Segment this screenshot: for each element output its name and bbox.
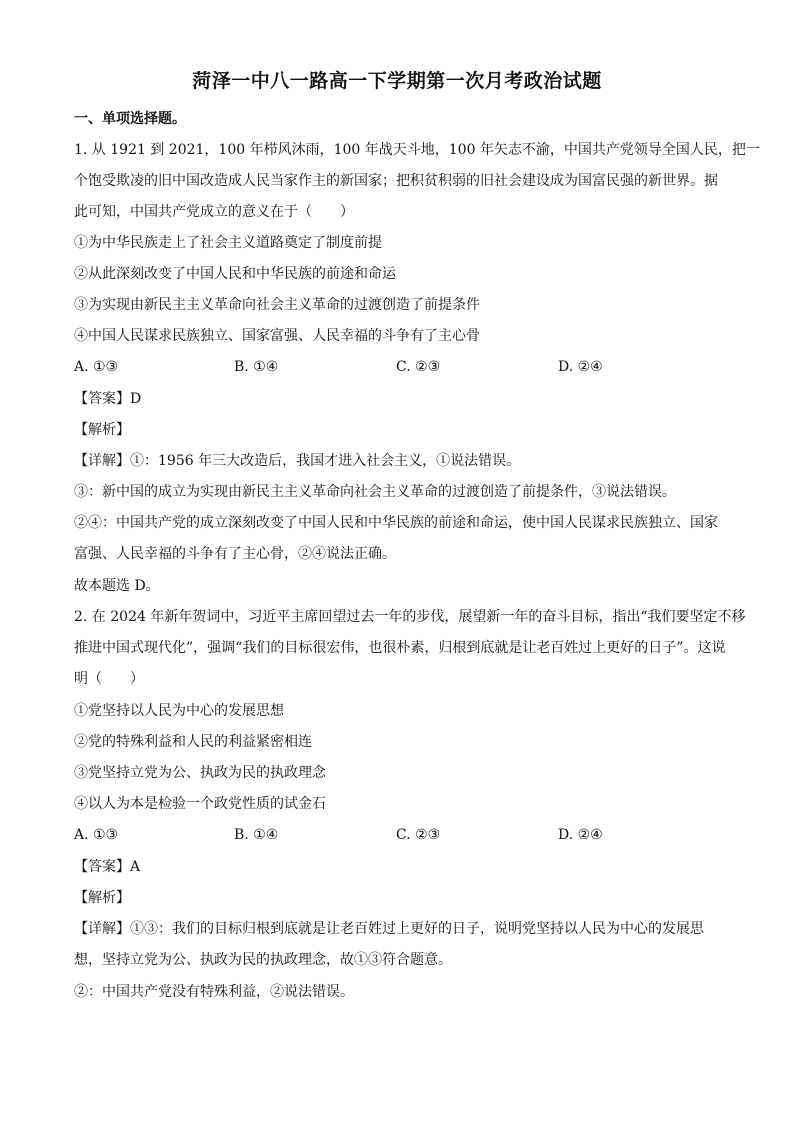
- q1-detail-line: ③：新中国的成立为实现由新民主主义革命向社会主义革命的过渡创造了前提条件，③说法错误。: [74, 484, 676, 500]
- page-title: 菏泽一中八一路高一下学期第一次月考政治试题: [192, 70, 602, 92]
- q1-conclusion: 故本题选 D。: [74, 578, 160, 594]
- q1-answer: 【答案】D: [74, 391, 142, 407]
- q1-stem-line: 个饱受欺凌的旧中国改造成人民当家作主的新国家；把积贫积弱的旧社会建设成为国富民强的新世界。据: [74, 173, 718, 189]
- q2-stem-line: 推进中国式现代化”，强调“我们的目标很宏伟，也很朴素，归根到底就是让老百姓过上更好的日子”。这说: [74, 640, 726, 656]
- q2-statement: ③党坚持立党为公、执政为民的执政理念: [74, 765, 326, 781]
- q1-option-a: A. ①③: [74, 359, 119, 375]
- q2-option-a: A. ①③: [74, 827, 119, 843]
- q2-statement: ④以人为本是检验一个政党性质的试金石: [74, 796, 326, 812]
- q1-detail-line: ②④：中国共产党的成立深刻改变了中国人民和中华民族的前途和命运，使中国人民谋求民族独立、国家: [74, 515, 718, 531]
- section-heading: 一、单项选择题。: [74, 111, 186, 127]
- q1-statement: ②从此深刻改变了中国人民和中华民族的前途和命运: [74, 266, 396, 282]
- q2-option-d: D. ②④: [558, 827, 603, 843]
- q1-detail-line: 富强、人民幸福的斗争有了主心骨，②④说法正确。: [74, 546, 396, 562]
- q1-stem-line: 1. 从 1921 到 2021，100 年栉风沐雨，100 年战天斗地，100 年矢志不渝，中国共产党领导全国人民，把一: [74, 142, 760, 158]
- q1-option-d: D. ②④: [558, 359, 603, 375]
- q2-answer: 【答案】A: [74, 859, 141, 875]
- q2-detail-line: 想，坚持立党为公、执政为民的执政理念，故①③符合题意。: [74, 952, 452, 968]
- q2-analysis-label: 【解析】: [74, 890, 130, 906]
- q1-statement: ③为实现由新民主主义革命向社会主义革命的过渡创造了前提条件: [74, 297, 480, 313]
- q2-statement: ①党坚持以人民为中心的发展思想: [74, 703, 284, 719]
- q1-statement: ④中国人民谋求民族独立、国家富强、人民幸福的斗争有了主心骨: [74, 328, 480, 344]
- q1-stem-line: 此可知，中国共产党成立的意义在于（ ）: [74, 204, 354, 220]
- q2-detail-line: 【详解】①③：我们的目标归根到底就是让老百姓过上更好的日子，说明党坚持以人民为中心的发展思: [74, 921, 704, 937]
- q1-statement: ①为中华民族走上了社会主义道路奠定了制度前提: [74, 235, 382, 251]
- q2-option-b: B. ①④: [234, 827, 279, 843]
- q2-stem-line: 明（ ）: [74, 671, 144, 687]
- q2-stem-line: 2. 在 2024 年新年贺词中，习近平主席回望过去一年的步伐，展望新一年的奋斗目标，指出“我们要坚定不移: [74, 609, 746, 625]
- q1-analysis-label: 【解析】: [74, 422, 130, 438]
- q2-option-c: C. ②③: [396, 827, 441, 843]
- q2-detail-line: ②：中国共产党没有特殊利益，②说法错误。: [74, 984, 354, 1000]
- q1-detail-line: 【详解】①：1956 年三大改造后，我国才进入社会主义，①说法错误。: [74, 453, 521, 469]
- q2-statement: ②党的特殊利益和人民的利益紧密相连: [74, 734, 312, 750]
- q1-option-c: C. ②③: [396, 359, 441, 375]
- q1-option-b: B. ①④: [234, 359, 279, 375]
